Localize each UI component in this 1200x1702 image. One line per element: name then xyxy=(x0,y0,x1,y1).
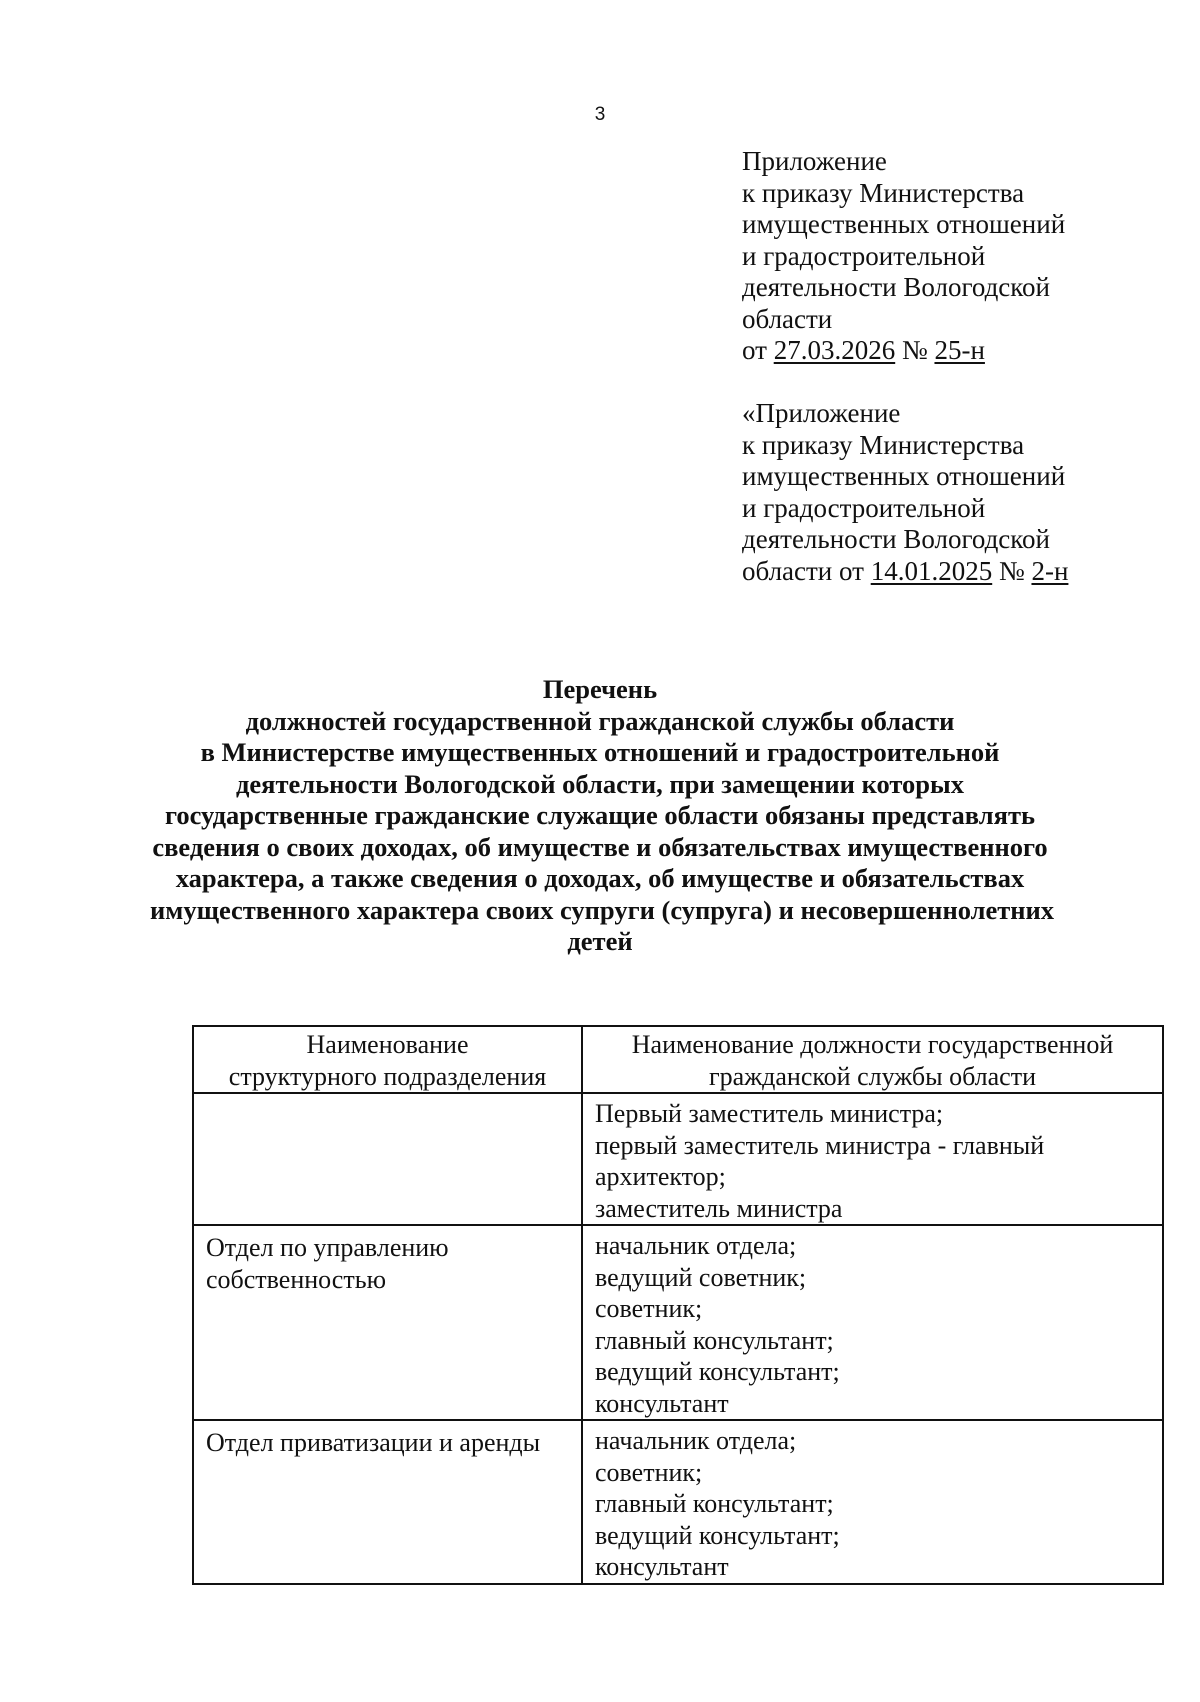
position-item: советник; xyxy=(595,1294,703,1323)
position-item: заместитель министра xyxy=(595,1193,843,1223)
position-item: консультант xyxy=(595,1388,729,1418)
title-line: должностей государственной гражданской службы области xyxy=(245,705,955,736)
department-name: Отдел по управлению xyxy=(206,1233,449,1262)
appendix-line: имущественных отношений xyxy=(742,209,1066,239)
position-item: главный консультант; xyxy=(595,1489,834,1518)
title-line: характера, а также сведения о доходах, об имуществе и обязательствах xyxy=(175,863,1025,893)
position-item: архитектор; xyxy=(595,1162,726,1191)
appendix-line: области xyxy=(742,303,833,334)
position-item: ведущий консультант; xyxy=(595,1357,840,1386)
title-line: в Министерстве имущественных отношений и градостроительной xyxy=(200,737,1000,767)
position-item: ведущий консультант; xyxy=(595,1520,840,1550)
appendix-line: имущественных отношений xyxy=(742,461,1066,491)
appendix-date-line xyxy=(742,335,1065,367)
position-item: главный консультант; xyxy=(595,1325,834,1355)
page-number: 3 xyxy=(594,104,606,125)
header-text: Наименование xyxy=(306,1030,469,1059)
appendix-line: деятельности Вологодской xyxy=(742,272,1050,302)
appendix-line: к приказу Министерства xyxy=(742,177,1025,208)
date-prefix: области от xyxy=(742,555,871,586)
appendix-line: и градостроительной xyxy=(742,492,986,523)
position-item: начальник отдела; xyxy=(595,1426,797,1455)
order-date: 14.01.2025 xyxy=(870,555,993,586)
department-cell xyxy=(193,1420,582,1584)
header-position xyxy=(582,1026,1163,1093)
position-item: ведущий советник; xyxy=(595,1262,807,1292)
appendix-date-line xyxy=(742,556,1068,588)
order-number: 25-н xyxy=(934,335,985,365)
department-cell xyxy=(193,1225,582,1420)
appendix-current-order xyxy=(742,146,1065,367)
title-line: деятельности Вологодской области, при замещении которых xyxy=(236,768,964,799)
number-sign: № xyxy=(895,335,935,365)
number-sign: № xyxy=(992,555,1032,586)
position-item: начальник отдела; xyxy=(595,1231,797,1260)
table-row xyxy=(193,1420,1163,1584)
department-name: Отдел приватизации и аренды xyxy=(206,1428,541,1457)
title-line: государственные гражданские служащие области обязаны представлять xyxy=(164,800,1035,830)
positions-cell xyxy=(582,1420,1163,1584)
table-row xyxy=(193,1093,1163,1225)
appendix-line: к приказу Министерства xyxy=(742,429,1025,460)
header-department xyxy=(193,1026,582,1093)
header-text: Наименование должности государственной xyxy=(631,1030,1114,1059)
header-text: структурного подразделения xyxy=(228,1061,547,1091)
table-header-row xyxy=(193,1026,1163,1093)
positions-table xyxy=(192,1025,1164,1585)
appendix-line: и градостроительной xyxy=(742,240,986,271)
order-number: 2-н xyxy=(1031,555,1069,586)
appendix-line: «Приложение xyxy=(742,398,901,428)
appendix-line: Приложение xyxy=(742,146,887,176)
department-cell xyxy=(193,1093,582,1225)
document-title xyxy=(150,674,1055,958)
title-line: детей xyxy=(567,926,633,956)
positions-cell xyxy=(582,1093,1163,1225)
title-line: имущественного характера своих супруги (супруга) и несовершеннолетних xyxy=(150,894,1055,925)
title-heading: Перечень xyxy=(542,674,658,704)
position-item: советник; xyxy=(595,1457,703,1487)
positions-cell xyxy=(582,1225,1163,1420)
title-line: сведения о своих доходах, об имуществе и обязательствах имущественного xyxy=(152,831,1048,862)
department-name: собственностью xyxy=(206,1264,386,1294)
table-row xyxy=(193,1225,1163,1420)
position-item: первый заместитель министра - главный xyxy=(595,1130,1045,1160)
order-date: 27.03.2026 xyxy=(773,335,896,365)
date-prefix: от xyxy=(742,335,774,365)
header-text: гражданской службы области xyxy=(708,1061,1037,1091)
position-item: консультант xyxy=(595,1552,729,1581)
appendix-original-order xyxy=(742,398,1068,587)
position-item: Первый заместитель министра; xyxy=(595,1099,944,1128)
appendix-line: деятельности Вологодской xyxy=(742,524,1050,554)
